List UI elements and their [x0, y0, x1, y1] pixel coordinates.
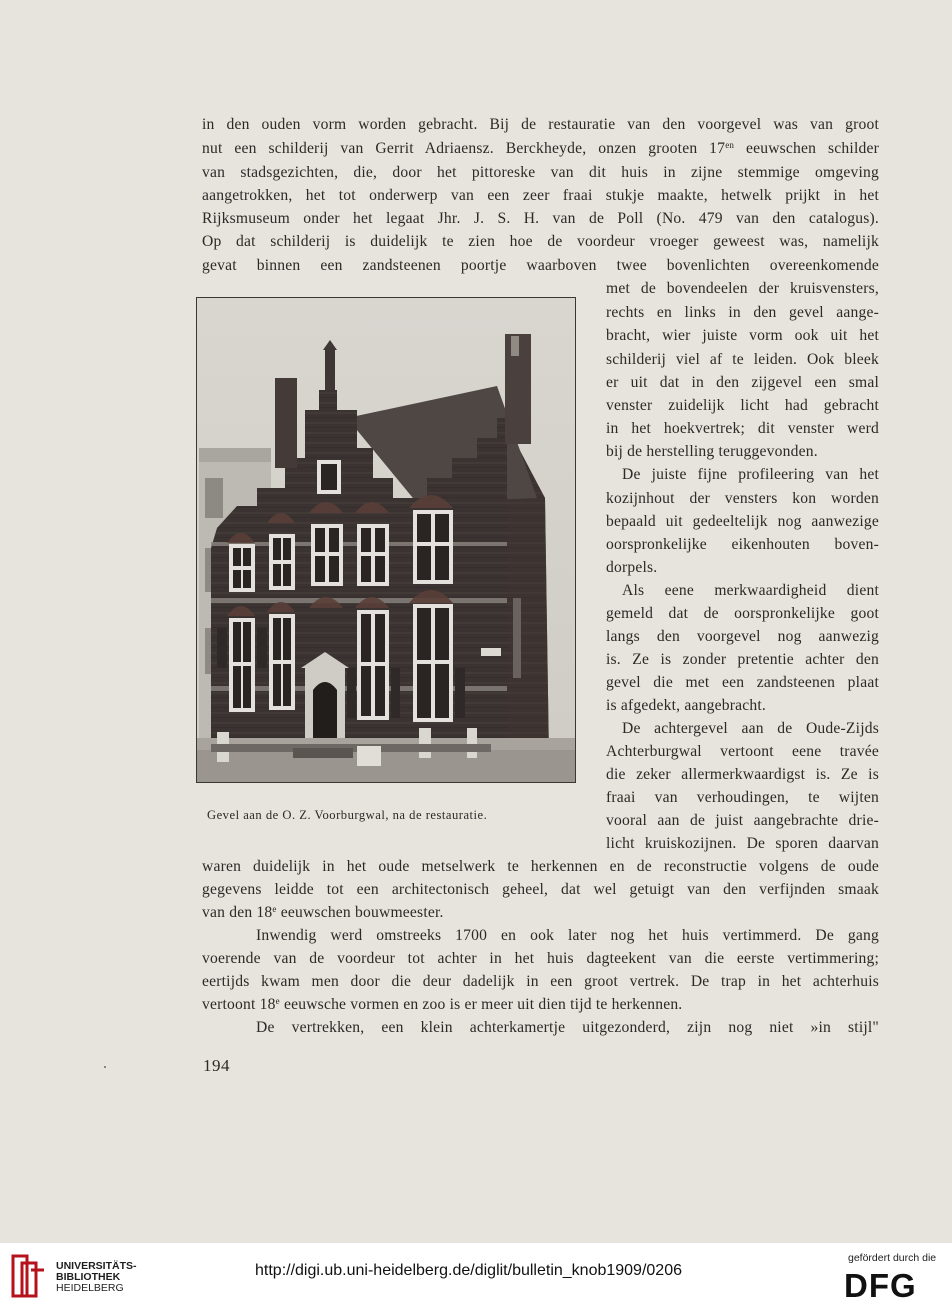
- text-line-17: kozijnhout der vensters kon worden: [606, 490, 879, 507]
- text-line-26: is afgedekt, aangebracht.: [606, 697, 766, 714]
- library-name-line-1: UNIVERSITÄTS-: [56, 1260, 137, 1272]
- text-line-35: van den 18e eeuwschen bouwmeester.: [202, 904, 444, 921]
- text-line-34: gegevens leidde tot een architectonisch geheel, dat wel getuigt van den verfijnden smaak: [202, 881, 879, 898]
- text-line-2: nut een schilderij van Gerrit Adriaensz. Berckheyde, onzen grooten $17^{en}$ eeuwschen schilder: [202, 140, 879, 157]
- text-line-25: gevel die met een zandsteenen plaat: [606, 674, 879, 691]
- text-line-21: Als eene merkwaardigheid dient: [622, 582, 879, 599]
- text-line-24: is. Ze is zonder pretentie achter den: [606, 651, 879, 668]
- text-line-15: bij de herstelling teruggevonden.: [606, 443, 818, 460]
- figure-caption: Gevel aan de O. Z. Voorburgwal, na de restauratie.: [207, 808, 488, 822]
- scan-speck: [104, 1066, 106, 1068]
- text-line-33: waren duidelijk in het oude metselwerk te herkennen en de reconstructie volgens de oude: [202, 858, 879, 875]
- text-line-11: schilderij viel af te leiden. Ook bleek: [606, 351, 879, 368]
- text-line-32: licht kruiskozijnen. De sporen daarvan: [606, 835, 879, 852]
- text-line-1: in den ouden vorm worden gebracht. Bij de restauratie van den voorgevel was van groot: [202, 116, 879, 133]
- funding-note: gefördert durch die: [848, 1252, 937, 1264]
- text-line-23: langs den voorgevel nog aanwezig: [606, 628, 879, 645]
- text-line-10: bracht, wier juiste vorm ook uit het: [606, 327, 879, 344]
- text-line-37: voerende van de voordeur tot achter in het huis dagteekent van die eerste vertimmering;: [202, 950, 879, 967]
- text-line-13: venster zuidelijk licht had gebracht: [606, 397, 879, 414]
- text-line-12: er uit dat in den zijgevel een smal: [606, 374, 879, 391]
- text-line-19: oorspronkelijke eikenhouten boven-: [606, 536, 879, 553]
- text-line-29: die zeker allermerkwaardigst is. Ze is: [606, 766, 879, 783]
- text-line-30: fraai van verhoudingen, te wijten: [606, 789, 879, 806]
- text-line-7: gevat binnen een zandsteenen poortje waarboven twee bovenlichten overeenkomende: [202, 257, 879, 274]
- text-line-36: Inwendig werd omstreeks 1700 en ook later nog het huis vertimmerd. De gang: [256, 927, 879, 944]
- text-line-4: aangetrokken, het tot onderwerp van een zeer fraai stukje maakte, hetwelk prijkt in het: [202, 187, 879, 204]
- text-line-5: Rijksmuseum onder het legaat Jhr. J. S. H. van de Poll (No. 479 van den catalogus).: [202, 210, 879, 227]
- text-line-40: De vertrekken, een klein achterkamertje uitgezonderd, zijn nog niet »in stijl": [256, 1019, 879, 1036]
- dfg-logo[interactable]: DFG: [844, 1267, 917, 1304]
- text-line-38: eertijds kwam men door die deur dadelijk in een groot vertrek. De trap in het achterhuis: [202, 973, 879, 990]
- text-line-20: dorpels.: [606, 559, 658, 576]
- text-line-16: De juiste fijne profileering van het: [622, 466, 879, 483]
- library-name-line-3: HEIDELBERG: [56, 1282, 124, 1294]
- text-line-18: bepaald uit gedeeltelijk nog aanwezige: [606, 513, 879, 530]
- text-line-9: rechts en links in den gevel aange-: [606, 304, 879, 321]
- text-line-22: gemeld dat de oorspronkelijke goot: [606, 605, 879, 622]
- text-line-31: vooral aan de juist aangebrachte drie-: [606, 812, 879, 829]
- university-library-logo-icon[interactable]: [10, 1253, 48, 1299]
- text-line-8: met de bovendeelen der kruisvensters,: [606, 280, 879, 297]
- facade-photograph: [196, 297, 576, 783]
- library-name-line-2: BIBLIOTHEK: [56, 1271, 121, 1283]
- permalink-url[interactable]: http://digi.ub.uni-heidelberg.de/diglit/bulletin_knob1909/0206: [255, 1262, 682, 1279]
- facade-illustration: [197, 298, 575, 782]
- text-line-14: in het hoekvertrek; dit venster werd: [606, 420, 879, 437]
- library-name[interactable]: [56, 1261, 137, 1294]
- page-number: 194: [203, 1056, 230, 1075]
- text-line-3: van stadsgezichten, die, door het pittoreske van dit huis in zijne stemmige omgeving: [202, 164, 879, 181]
- text-line-6: Op dat schilderij is duidelijk te zien hoe de voordeur vroeger geweest was, namelijk: [202, 233, 879, 250]
- text-line-27: De achtergevel aan de Oude-Zijds: [622, 720, 879, 737]
- text-line-28: Achterburgwal vertoont eene travée: [606, 743, 879, 760]
- text-line-39: vertoont 18e eeuwsche vormen en zoo is er meer uit dien tijd te herkennen.: [202, 996, 683, 1013]
